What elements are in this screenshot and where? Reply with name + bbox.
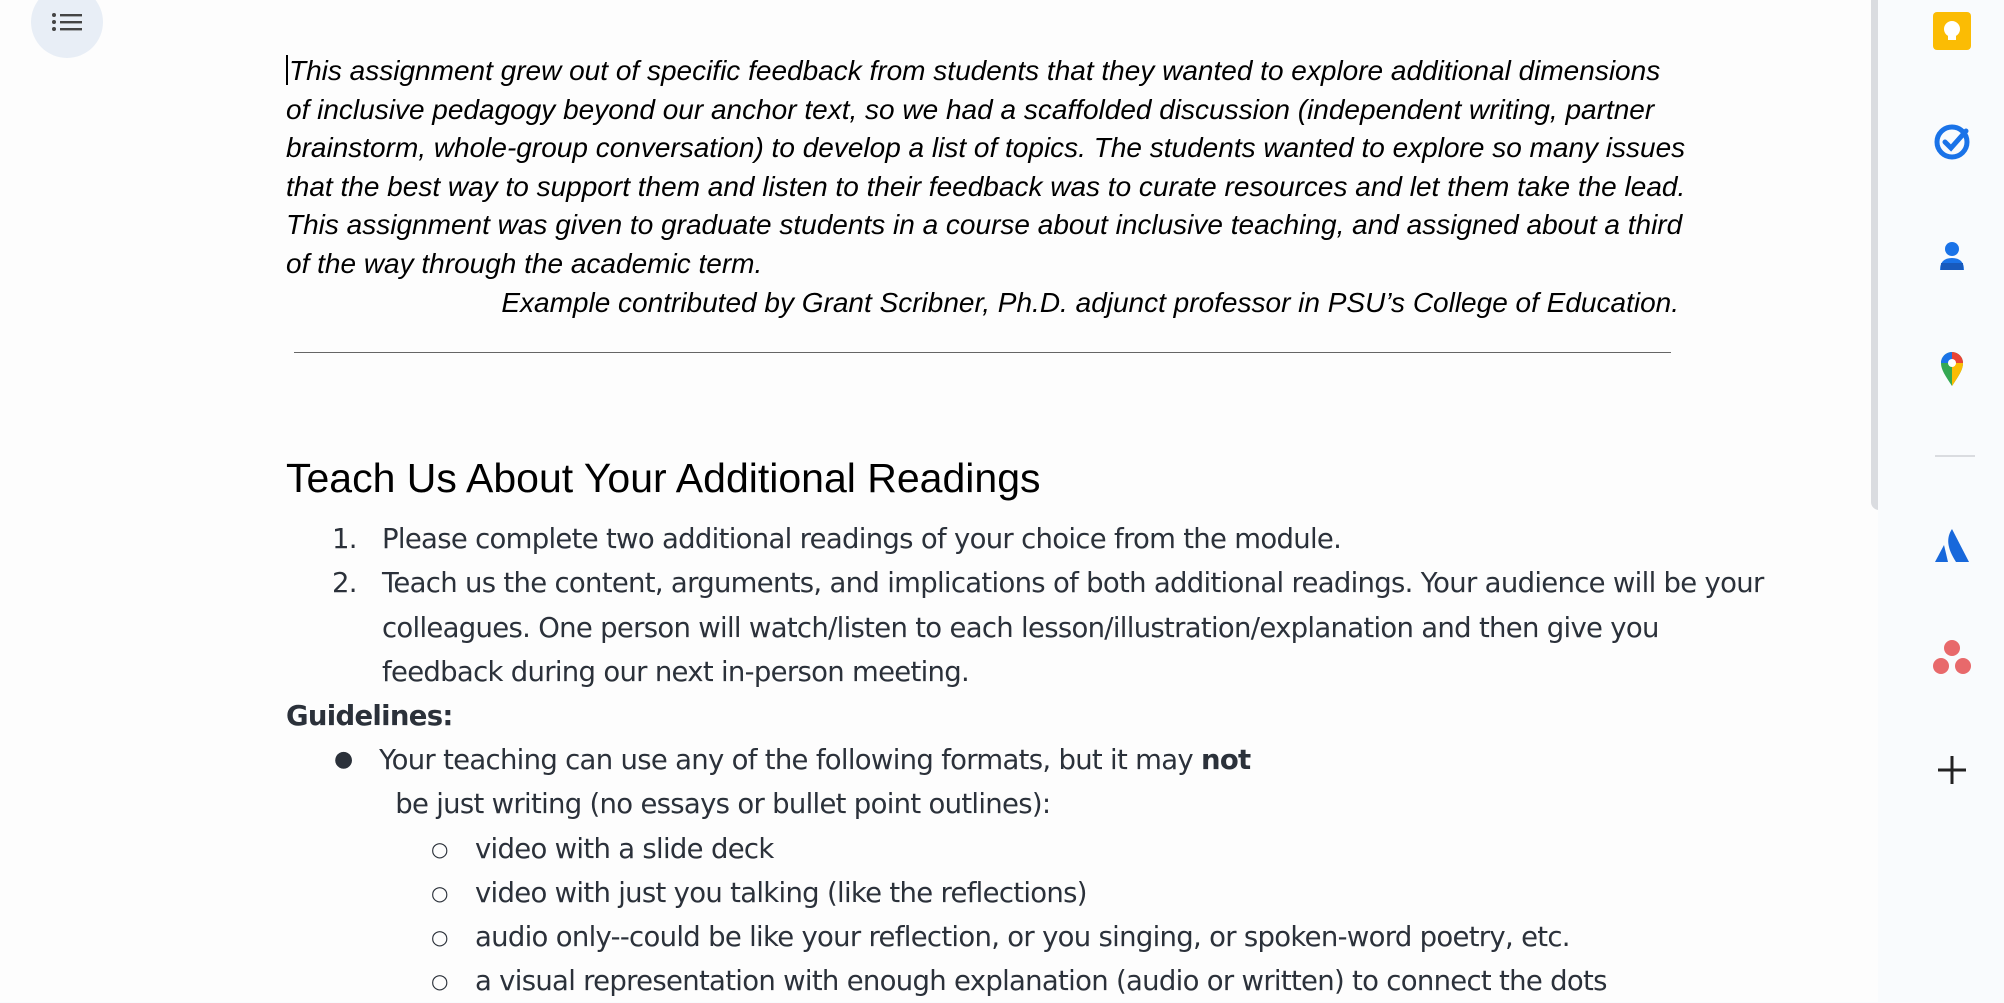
list-item bbox=[286, 561, 1764, 694]
format-option: video with just you talking (like the reflections) bbox=[474, 876, 1087, 909]
side-panel-divider bbox=[1935, 455, 1975, 457]
bullet-text: Your teaching can use any of the following formats, but it may not be just writing (no essays or bullet point outlines): bbox=[379, 744, 1251, 821]
steps-list bbox=[286, 517, 1764, 694]
credit-line: Example contributed by Grant Scribner, Ph.D. adjunct professor in PSU’s College of Education. bbox=[501, 286, 1679, 318]
list-item-text: Please complete two additional readings of your choice from the module. bbox=[382, 523, 1342, 556]
guidelines-label: Guidelines: bbox=[286, 699, 453, 732]
outline-list-icon bbox=[51, 11, 83, 33]
sub-bullet-marker: ○ bbox=[431, 924, 448, 949]
sub-bullet-item bbox=[286, 871, 1686, 915]
list-item bbox=[286, 517, 1686, 561]
contacts-icon[interactable] bbox=[1930, 234, 1974, 278]
tasks-icon[interactable] bbox=[1930, 120, 1974, 164]
list-number: 2. bbox=[332, 567, 357, 600]
add-icon[interactable] bbox=[1930, 748, 1974, 792]
sub-bullet-item bbox=[286, 915, 1686, 959]
emphasis-not: not bbox=[1200, 744, 1251, 777]
format-option: a visual representation with enough explanation (audio or written) to connect the dots bbox=[474, 965, 1607, 998]
document-body[interactable] bbox=[286, 52, 1764, 1003]
horizontal-rule bbox=[294, 352, 1671, 353]
text-cursor bbox=[286, 55, 288, 85]
bullet-marker: ● bbox=[334, 747, 353, 773]
asana-icon[interactable] bbox=[1930, 636, 1974, 680]
atlassian-icon[interactable] bbox=[1930, 524, 1974, 568]
sub-bullet-item bbox=[286, 959, 1686, 1003]
sub-bullet-marker: ○ bbox=[431, 880, 448, 905]
keep-icon[interactable] bbox=[1930, 9, 1974, 53]
intro-paragraph bbox=[286, 52, 1686, 284]
maps-icon[interactable] bbox=[1930, 346, 1974, 390]
sub-bullet-item bbox=[286, 827, 1686, 871]
section-heading: Teach Us About Your Additional Readings bbox=[286, 455, 1041, 502]
bullet-item bbox=[286, 738, 1686, 826]
sub-bullet-marker: ○ bbox=[431, 836, 448, 861]
format-option: audio only--could be like your reflection, or you singing, or spoken-word poetry, etc. bbox=[474, 920, 1570, 953]
format-option: video with a slide deck bbox=[474, 832, 774, 865]
list-number: 1. bbox=[332, 523, 357, 556]
document-outline-button[interactable] bbox=[31, 0, 103, 58]
list-item-text: Teach us the content, arguments, and implications of both additional readings. Your audience will be your colleagues. One person will watch/listen to each lesson/illustration/explanation and then give you feedback during our next in-person meeting. bbox=[382, 567, 1764, 688]
sub-bullet-marker: ○ bbox=[431, 969, 448, 994]
intro-text: This assignment grew out of specific feedback from students that they wanted to explore additional dimensions of inclusive pedagogy beyond our anchor text, so we had a scaffolded discussion (independent writing, partner brainstorm, whole-group conversation) to develop a list of topics. The students wanted to explore so many issues that the best way to support them and listen to their feedback was to curate resources and let them take the lead. This assignment was given to graduate students in a course about inclusive teaching, and assigned about a third of the way through the academic term. bbox=[286, 55, 1686, 279]
